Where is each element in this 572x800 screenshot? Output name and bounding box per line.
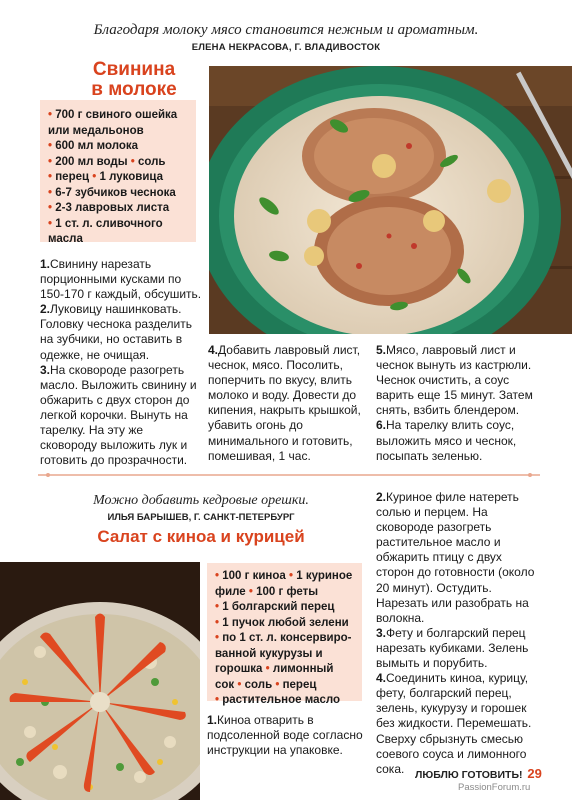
recipe1-steps-col1 <box>40 257 203 468</box>
recipe1-title-line1: Свинина <box>92 59 176 80</box>
step-2: 2.Луковицу нашинковать. Головку чеснока разделить на зубчики, но оставить в одежке, не очищая. <box>40 302 192 362</box>
recipe2-steps-col1 <box>207 713 367 758</box>
recipe2-title: Салат с киноа и курицей <box>97 527 305 546</box>
step-3: 3.На сковороде разогреть масло. Выложить свинину и обжарить с двух сторон до легкой корочки. Вынуть на тарелку. На эту же сковороду выложить лук и готовить до прозрачности. <box>40 362 197 468</box>
pork-in-milk-photo <box>209 66 572 334</box>
recipe1-tagline: Благодаря молоку мясо становится нежным и ароматным. <box>93 22 479 38</box>
step-1: 1.Свинину нарезать порционными кусками по 150-170 г каждый, обсушить. <box>40 257 202 302</box>
ingredient-line: • перец • 1 луковица <box>48 171 164 183</box>
recipe2-author: ИЛЬЯ БАРЫШЕВ, Г. САНКТ-ПЕТЕРБУРГ <box>107 512 295 523</box>
ingredient-line: ванной кукурузы и <box>215 647 323 660</box>
recipe1-title-line2: в молоке <box>91 79 177 100</box>
step-3: 3.Фету и болгарский перец нарезать кубиками. Зелень вымыть и порубить. <box>376 625 529 671</box>
ingredient-line: • 6-7 зубчиков чеснока <box>48 186 176 199</box>
ingredient-line: • 100 г киноа • 1 куриное <box>215 570 353 582</box>
ingredient-line: • растительное масло <box>215 694 341 706</box>
step-1: 1.Киноа отварить в подсоленной воде согласно инструкции на упаковке. <box>207 713 363 758</box>
ingredient-line: • 1 болгарский перец <box>215 601 335 613</box>
quinoa-salad-photo <box>0 562 200 800</box>
step-2: 2.Куриное филе натереть солью и перцем. На сковороде разогреть растительное масло и обжарить птицу с двух сторон до готовности (около 20 минут). Остудить. Нарезать или разобрать на волокна. <box>376 490 535 625</box>
step-6: 6.На тарелку влить соус, выложить мясо и чеснок, посыпать зеленью. <box>376 418 517 463</box>
page-number: 29 <box>527 766 542 781</box>
ingredient-line: горошка • лимонный <box>215 663 334 675</box>
section-divider <box>38 470 540 480</box>
step-4: 4.Соединить киноа, курицу, фету, болгарский перец, зелень, кукурузу и горошек без жидкости. Перемешать. Сверху сбрызнуть смесью соевого соуса и лимонного сока. <box>376 671 532 776</box>
step-4: 4.Добавить лавровый лист, чеснок, мясо. Посолить, поперчить по вкусу, влить молоко и воду. Довести до кипения, накрыть крышкой, убавить огонь до минимального и готовить, помешивая, 1 час. <box>208 343 361 463</box>
ingredient-line: • 1 ст. л. сливочного <box>48 217 163 230</box>
recipe2-steps-col2 <box>376 490 541 777</box>
magazine-name: ЛЮБЛЮ ГОТОВИТЬ! <box>415 769 523 781</box>
recipe1-steps-col2 <box>208 343 368 464</box>
magazine-footer <box>415 766 542 781</box>
ingredient-line: • 2-3 лавровых листа <box>48 202 170 214</box>
watermark-text: PassionForum.ru <box>458 782 531 793</box>
recipe1-title <box>72 60 196 100</box>
ingredient-line: филе • 100 г феты <box>215 585 319 598</box>
recipe1-ingredients-box <box>40 100 196 245</box>
ingredient-line: или медальонов <box>48 124 144 137</box>
recipe2-ingredients-box <box>207 563 362 706</box>
ingredient-line: • 600 мл молока <box>48 140 139 152</box>
ingredient-line: сок • соль • перец <box>215 678 317 691</box>
ingredient-line: • 1 пучок любой зелени <box>215 616 349 629</box>
ingredient-line: масла <box>48 233 83 245</box>
ingredient-line: • 700 г свиного ошейка <box>48 109 178 121</box>
recipe2-tagline: Можно добавить кедровые орешки. <box>93 493 309 508</box>
recipe1-author: ЕЛЕНА НЕКРАСОВА, Г. ВЛАДИВОСТОК <box>191 42 381 53</box>
ingredient-line: • по 1 ст. л. консервиро- <box>215 632 352 644</box>
recipe1-steps-col3 <box>376 343 536 464</box>
ingredient-line: • 200 мл воды • соль <box>48 155 166 168</box>
step-5: 5.Мясо, лавровый лист и чеснок вынуть из кастрюли. Чеснок очистить, а соус варить еще 15 минут. Затем снять, взбить блендером. <box>376 343 533 418</box>
